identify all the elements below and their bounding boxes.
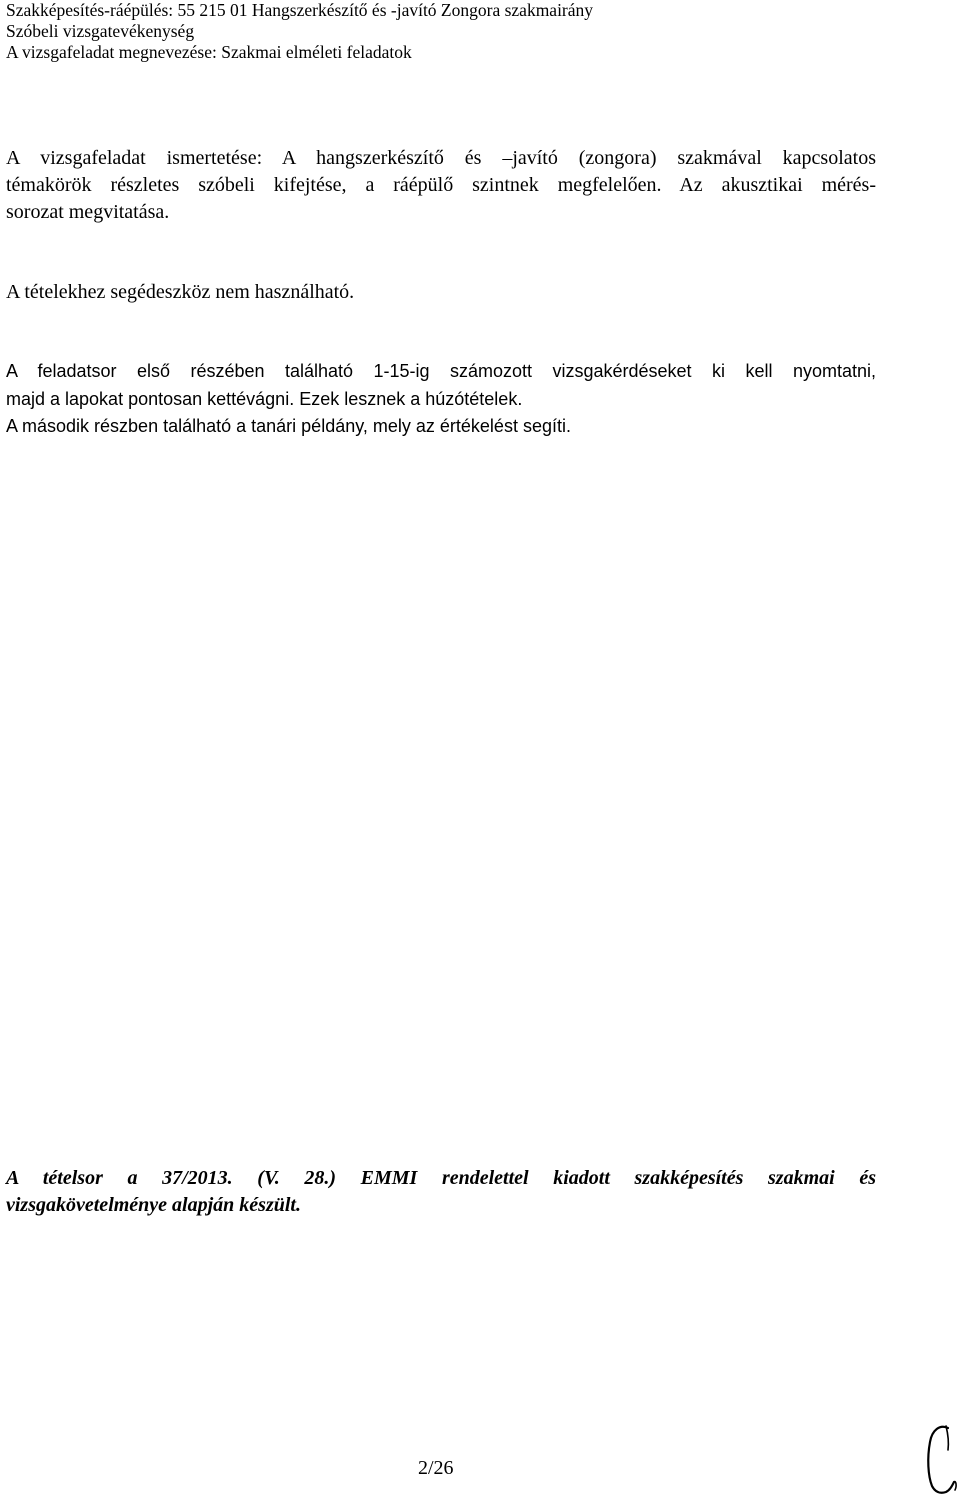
task-description-line: sorozat megvitatása. — [6, 201, 170, 223]
tools-note — [6, 279, 876, 306]
header-qualification: Szakképesítés-ráépülés: 55 215 01 Hangszerkészítő és -javító Zongora szakmairány — [6, 0, 594, 20]
task-description-line: A vizsgafeladat ismertetése: A hangszerkészítő és –javító (zongora) szakmával kapcsolatos — [6, 147, 876, 169]
instructions — [6, 358, 876, 441]
legal-note-line: A tételsor a 37/2013. (V. 28.) EMMI rendelettel kiadott szakképesítés szakmai és — [6, 1167, 876, 1189]
instructions-line: majd a lapokat pontosan kettévágni. Ezek lesznek a húzótételek. — [6, 388, 523, 409]
page-number: 2/26 — [418, 1457, 454, 1479]
header-exam-activity: Szóbeli vizsgatevékenység — [6, 21, 195, 41]
signature-mark — [918, 1420, 958, 1500]
task-description — [6, 145, 876, 226]
tools-note-text: A tételekhez segédeszköz nem használható. — [6, 281, 355, 303]
header-task-name: A vizsgafeladat megnevezése: Szakmai elméleti feladatok — [6, 42, 412, 62]
instructions-line: A második részben található a tanári példány, mely az értékelést segíti. — [6, 416, 571, 436]
task-description-line: témakörök részletes szóbeli kifejtése, a ráépülő szintnek megfelelően. Az akusztikai mérés- — [6, 174, 876, 196]
instructions-line: A feladatsor első részében található 1-15-ig számozott vizsgakérdéseket ki kell nyomtatni, — [6, 361, 876, 381]
page-header — [6, 0, 593, 63]
legal-note — [6, 1165, 876, 1219]
legal-note-line: vizsgakövetelménye alapján készült. — [6, 1194, 301, 1216]
